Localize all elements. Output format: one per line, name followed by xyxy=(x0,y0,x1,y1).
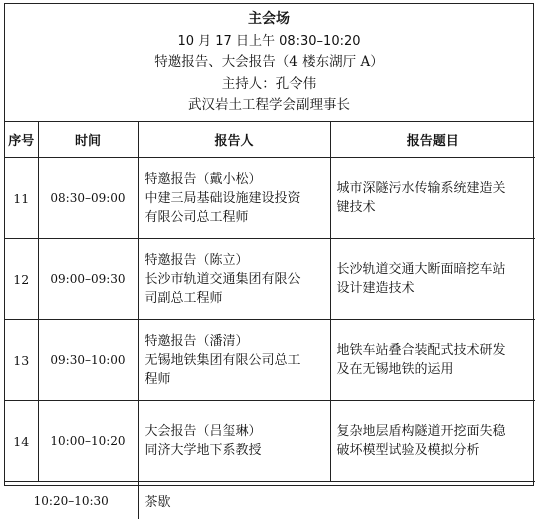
table-row xyxy=(5,401,535,482)
row-time: 08:30–09:00 xyxy=(38,158,138,239)
speaker-line: 特邀报告（陈立） xyxy=(145,251,326,270)
row-topic xyxy=(330,320,535,401)
table-row xyxy=(5,320,535,401)
break-time: 10:20–10:30 xyxy=(5,482,138,519)
row-time: 09:00–09:30 xyxy=(38,239,138,320)
session-host: 主持人：孔令伟 xyxy=(5,74,533,96)
column-header-topic: 报告题目 xyxy=(330,122,535,158)
row-speaker xyxy=(138,320,330,401)
row-topic xyxy=(330,239,535,320)
topic-line: 长沙轨道交通大断面暗挖车站 xyxy=(337,260,532,279)
row-speaker xyxy=(138,239,330,320)
topic-line: 破坏模型试验及模拟分析 xyxy=(337,441,532,460)
break-label: 茶歇 xyxy=(138,482,535,519)
program-grid xyxy=(5,122,535,519)
session-type-venue: 特邀报告、大会报告（4 楼东湖厅 A） xyxy=(5,52,533,74)
speaker-line: 长沙市轨道交通集团有限公 xyxy=(145,270,326,289)
speaker-line: 大会报告（吕玺琳） xyxy=(145,422,326,441)
row-num: 13 xyxy=(5,320,38,401)
table-row xyxy=(5,158,535,239)
table-row xyxy=(5,239,535,320)
session-host-role: 武汉岩土工程学会副理事长 xyxy=(5,95,533,117)
row-speaker xyxy=(138,158,330,239)
speaker-line: 特邀报告（戴小松） xyxy=(145,170,326,189)
row-time: 09:30–10:00 xyxy=(38,320,138,401)
topic-line: 复杂地层盾构隧道开挖面失稳 xyxy=(337,422,532,441)
speaker-line: 中建三局基础设施建设投资 xyxy=(145,189,326,208)
speaker-line: 有限公司总工程师 xyxy=(145,208,326,227)
row-num: 12 xyxy=(5,239,38,320)
session-title: 主会场 xyxy=(5,9,533,31)
row-num: 11 xyxy=(5,158,38,239)
schedule-table xyxy=(4,3,534,486)
topic-line: 键技术 xyxy=(337,198,532,217)
speaker-line: 程师 xyxy=(145,370,326,389)
column-header-row xyxy=(5,122,535,158)
speaker-line: 无锡地铁集团有限公司总工 xyxy=(145,351,326,370)
column-header-speaker: 报告人 xyxy=(138,122,330,158)
row-speaker xyxy=(138,401,330,482)
speaker-line: 同济大学地下系教授 xyxy=(145,441,326,460)
topic-line: 城市深隧污水传输系统建造关 xyxy=(337,179,532,198)
column-header-time: 时间 xyxy=(38,122,138,158)
session-date-time: 10 月 17 日上午 08:30–10:20 xyxy=(5,31,533,53)
break-row xyxy=(5,482,535,519)
speaker-line: 司副总工程师 xyxy=(145,289,326,308)
topic-line: 地铁车站叠合装配式技术研发 xyxy=(337,341,532,360)
row-time: 10:00–10:20 xyxy=(38,401,138,482)
topic-line: 及在无锡地铁的运用 xyxy=(337,360,532,379)
topic-line: 设计建造技术 xyxy=(337,279,532,298)
session-header xyxy=(5,4,533,122)
speaker-line: 特邀报告（潘清） xyxy=(145,332,326,351)
row-num: 14 xyxy=(5,401,38,482)
column-header-num: 序号 xyxy=(5,122,38,158)
row-topic xyxy=(330,158,535,239)
row-topic xyxy=(330,401,535,482)
